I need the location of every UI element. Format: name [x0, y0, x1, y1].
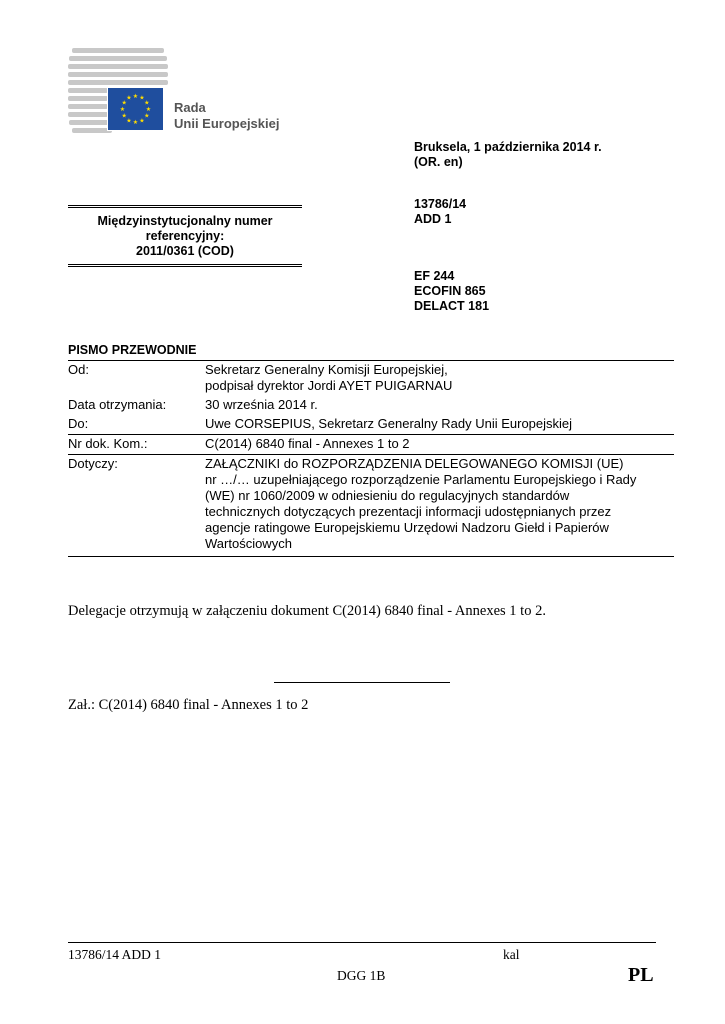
separator-line: [274, 682, 450, 683]
attachment-note: Zał.: C(2014) 6840 final - Annexes 1 to 2: [68, 697, 309, 713]
flag-star-icon: ★: [126, 95, 132, 102]
interinst-number: 2011/0361 (COD): [136, 244, 234, 258]
flag-star-icon: ★: [121, 113, 127, 120]
document-number-block: [414, 197, 466, 227]
row-subject: [68, 455, 674, 557]
footer-reference: 13786/14 ADD 1: [68, 947, 162, 962]
flag-star-icon: ★: [121, 100, 127, 107]
org-line-2: Unii Europejskiej: [174, 116, 280, 131]
letter-title: PISMO PRZEWODNIE: [68, 343, 197, 357]
flag-star-icon: ★: [126, 118, 132, 125]
row-from: [68, 361, 674, 397]
to-label: Do:: [68, 416, 89, 431]
flag-star-icon: ★: [139, 95, 145, 102]
footer-department: DGG 1B: [337, 968, 386, 983]
place-date-block: [414, 140, 602, 170]
org-line-1: Rada: [174, 100, 206, 115]
flag-star-icon: ★: [144, 100, 150, 107]
from-label: Od:: [68, 361, 205, 397]
row-date-received: [68, 396, 674, 415]
interinst-label-2: referencyjny:: [145, 229, 225, 243]
footer-language-code: PL: [628, 964, 654, 986]
document-number: 13786/14: [414, 197, 467, 211]
flag-star-icon: ★: [139, 118, 145, 125]
eu-flag-icon: [108, 88, 163, 130]
footer-initials: kal: [503, 947, 520, 962]
interinstitutional-reference-box: [68, 205, 302, 267]
original-language: (OR. en): [414, 155, 463, 169]
flag-star-icon: ★: [119, 107, 126, 113]
row-commission-doc: [68, 435, 674, 455]
body-text: Delegacje otrzymują w załączeniu dokument C(2014) 6840 final - Annexes 1 to 2.: [68, 603, 546, 619]
flag-star-icon: ★: [144, 113, 150, 120]
cover-note-table: [68, 360, 674, 557]
organization-name: [174, 100, 279, 132]
subject-value: ZAŁĄCZNIKI do ROZPORZĄDZENIA DELEGOWANEGO KOMISJI (UE) nr …/… uzupełniającego rozporządzenie Parlamentu Europejskiego i Rady (WE) nr 1060/2009 w odniesieniu do regulacyjnych standardów technicznych dotyczących prezentacji informacji udostępnianych przez agencje ratingowe Europejskiemu Urzędowi Nadzoru Giełd i Papierów Wartościowych: [205, 455, 674, 557]
subject-label: Dotyczy:: [68, 455, 205, 557]
commission-doc-label: Nr dok. Kom.:: [68, 435, 205, 455]
addendum-number: ADD 1: [414, 212, 452, 226]
flag-star-icon: ★: [132, 120, 139, 126]
code-3: DELACT 181: [414, 299, 490, 313]
code-1: EF 244: [414, 269, 455, 283]
row-to: [68, 415, 674, 435]
flag-star-icon: ★: [145, 107, 152, 113]
commission-doc-value: C(2014) 6840 final - Annexes 1 to 2: [205, 435, 674, 455]
to-value: Uwe CORSEPIUS, Sekretarz Generalny Rady Unii Europejskiej: [205, 416, 573, 431]
classification-codes: [414, 269, 489, 314]
interinst-label-1: Międzyinstytucjonalny numer: [97, 214, 273, 228]
date-received-label: Data otrzymania:: [68, 397, 167, 412]
footer-divider: [68, 942, 656, 943]
code-2: ECOFIN 865: [414, 284, 486, 298]
from-value: Sekretarz Generalny Komisji Europejskiej, podpisał dyrektor Jordi AYET PUIGARNAU: [205, 361, 674, 397]
place-date: Bruksela, 1 października 2014 r.: [414, 140, 602, 154]
date-received-value: 30 września 2014 r.: [205, 397, 318, 412]
flag-star-icon: ★: [132, 94, 139, 100]
